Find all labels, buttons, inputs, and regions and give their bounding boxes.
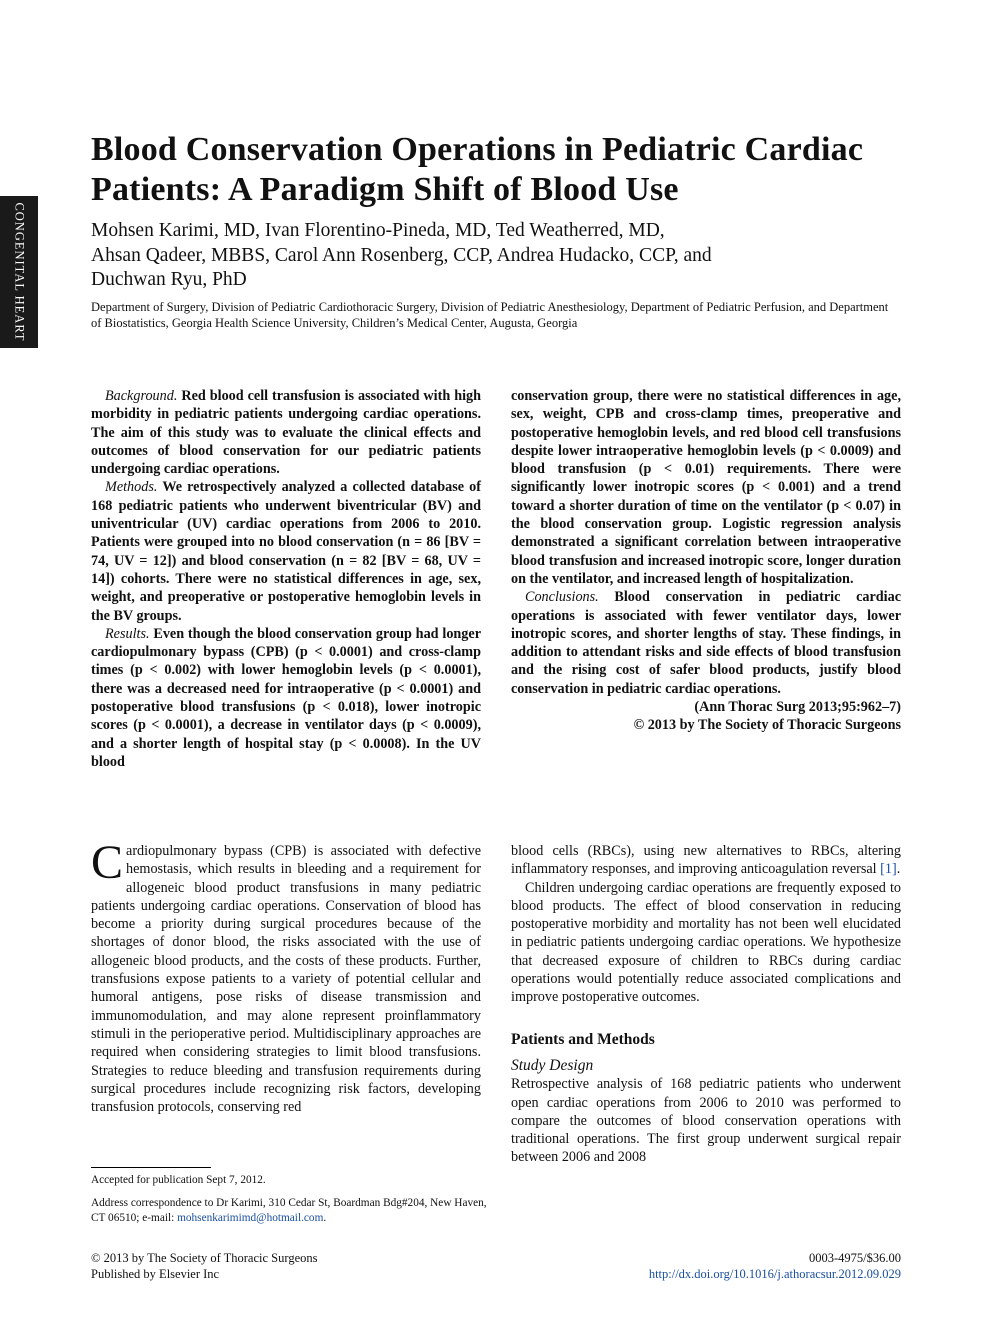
abstract-results [91, 625, 481, 771]
doi-link[interactable]: http://dx.doi.org/10.1016/j.athoracsur.2012.09.029 [648, 1267, 901, 1281]
footer-copyright: © 2013 by The Society of Thoracic Surgeons [91, 1251, 318, 1265]
subsection-heading: Study Design [511, 1056, 594, 1074]
background-label: Background. [105, 388, 178, 404]
abstract-methods [91, 478, 481, 624]
study-design-paragraph: Retrospective analysis of 168 pediatric patients who underwent open cardiac operations from 2006 to 2010 was performed to compare the outcomes of blood conservation operations with traditional operations. The first group underwent surgical repair between 2006 and 2008 [511, 1076, 901, 1166]
footer-right [649, 1250, 901, 1282]
section-heading: Patients and Methods [511, 1030, 655, 1048]
email-link[interactable]: mohsenkarimimd@hotmail.com [177, 1212, 324, 1224]
author-list [91, 219, 891, 293]
abstract-left-column [91, 387, 481, 771]
footer-left [91, 1250, 317, 1282]
correspondence-note: Address correspondence to Dr Karimi, 310 Cedar St, Boardman Bdg#204, New Haven, CT 06510; e-mail: mohsenkarimimd@hotmail.com. [91, 1197, 487, 1224]
intro-text: ardiopulmonary bypass (CPB) is associated with defective hemostasis, which results in bleeding and a requirement for allogeneic blood product transfusions in many pediatric patients undergoing cardiac operations. Conservation of blood has become a priority during surgical procedures because of the shortages of donor blood, the risks associated with the use of allogeneic blood products, and the costs of these products. Further, transfusions expose patients to a variety of potential cellular and humoral antigens, pose risks of disease transmission and immunomodulation, and may alone represent proinflammatory stimuli in the perioperative period. Multidisciplinary approaches are required when considering strategies to limit blood transfusions. Strategies to reduce bleeding and transfusion requirements during surgical procedures include recognizing risk factors, developing transfusion protocols, conserving red [91, 843, 481, 1116]
author-line: Duchwan Ryu, PhD [91, 269, 247, 290]
section-tab-label: CONGENITAL HEART [12, 202, 27, 342]
abstract-right-column [511, 387, 901, 735]
footer-publisher: Published by Elsevier Inc [91, 1267, 220, 1281]
affiliation: Department of Surgery, Division of Pediatric Cardiothoracic Surgery, Division of Pediatric Anesthesiology, Department of Pediatric Perfusion, and Department of Biostatistics, Georgia Health Science University, Children’s Medical Center, Augusta, Georgia [91, 300, 889, 330]
methods-text: We retrospectively analyzed a collected database of 168 pediatric patients who underwent biventricular (BV) and univentricular (UV) cardiac operations from 2006 to 2010. Patients were grouped into no blood conservation (n = 86 [BV = 74, UV = 12]) and blood conservation (n = 82 [BV = 68, UV = 14]) cohorts. There were no statistical differences in age, sex, weight, and preoperative or postoperative hemoglobin levels in the BV groups. [91, 479, 481, 624]
reference-link[interactable]: [1] [880, 861, 897, 878]
conclusions-text: Blood conservation in pediatric cardiac operations is associated with fewer ventilator days, lower inotropic scores, and shorter lengths of stay. These findings, in addition to attendant risks and side effects of blood transfusion and the rising cost of safer blood products, justify blood conservation in pediatric cardiac operations. [511, 589, 902, 697]
body-left-column [91, 836, 481, 1116]
intro-continued: blood cells (RBCs), using new alternatives to RBCs, altering inflammatory responses, and improving anticoagulation reversal [1]. [511, 843, 901, 878]
author-line: Ahsan Qadeer, MBBS, Carol Ann Rosenberg, CCP, Andrea Hudacko, CCP, and [91, 244, 712, 266]
hypothesis-paragraph: Children undergoing cardiac operations are frequently exposed to blood products. The effect of blood conservation in reducing postoperative morbidity and mortality has not been well elucidated in pediatric patients undergoing cardiac operations. We hypothesize that decreased exposure of children to RBCs during cardiac operations would potentially reduce associated complications and improve postoperative outcomes. [511, 879, 901, 1006]
abstract-conclusions [511, 588, 901, 698]
conclusions-label: Conclusions. [525, 589, 599, 606]
accepted-note: Accepted for publication Sept 7, 2012. [91, 1174, 266, 1186]
drop-cap: C [91, 836, 124, 889]
abstract-copyright: © 2013 by The Society of Thoracic Surgeons [633, 717, 901, 734]
journal-citation: (Ann Thorac Surg 2013;95:962–7) [694, 699, 901, 716]
section-tab [0, 196, 38, 348]
intro-continued-text: blood cells (RBCs), using new alternatives to RBCs, altering inflammatory responses, and improving anticoagulation reversal [511, 843, 901, 878]
results-continued: conservation group, there were no statistical differences in age, sex, weight, CPB and cross-clamp times, preoperative and postoperative hemoglobin levels, and red blood cell transfusions despite lower intraoperative hemoglobin levels (p < 0.0009) and blood transfusion (p < 0.01) requirements. There were significantly lower inotropic scores (p < 0.001) and a trend toward a shorter duration of time on the ventilator (p < 0.07) in the blood conservation group. Logistic regression analysis demonstrated a significant correlation between intraoperative blood transfusion and increased inotropic score, longer duration on the ventilator, and increased length of hospitalization. [511, 388, 901, 587]
background-text: Red blood cell transfusion is associated with high morbidity in pediatric patients undergoing cardiac operations. The aim of this study was to evaluate the clinical effects and outcomes of blood conservation for our pediatric patients undergoing cardiac operations. [91, 388, 482, 478]
body-right-column [511, 842, 901, 1167]
abstract-background [91, 387, 481, 478]
footer-issn: 0003-4975/$36.00 [808, 1251, 901, 1265]
results-label: Results. [105, 625, 150, 642]
author-line: Mohsen Karimi, MD, Ivan Florentino-Pineda, MD, Ted Weatherred, MD, [91, 220, 665, 241]
article-title: Blood Conservation Operations in Pediatric Cardiac Patients: A Paradigm Shift of Blood Use [91, 131, 864, 208]
methods-label: Methods. [105, 479, 158, 496]
intro-paragraph [91, 836, 481, 1116]
results-text: Even though the blood conservation group had longer cardiopulmonary bypass (CPB) (p < 0.0001) and cross-clamp times (p < 0.002) with lower hemoglobin levels (p < 0.0001), there was a decreased need for intraoperative (p < 0.0001) and postoperative blood transfusions (p < 0.018), lower inotropic scores (p < 0.0001), a decrease in ventilator days (p < 0.0009), and a shorter length of hospital stay (p < 0.0008). In the UV blood [91, 625, 481, 770]
correspondence-address: Address correspondence to Dr Karimi, 310 Cedar St, Boardman Bdg#204, New Haven, CT 06510; e-mail: [91, 1197, 487, 1224]
footnote-divider [91, 1167, 211, 1168]
